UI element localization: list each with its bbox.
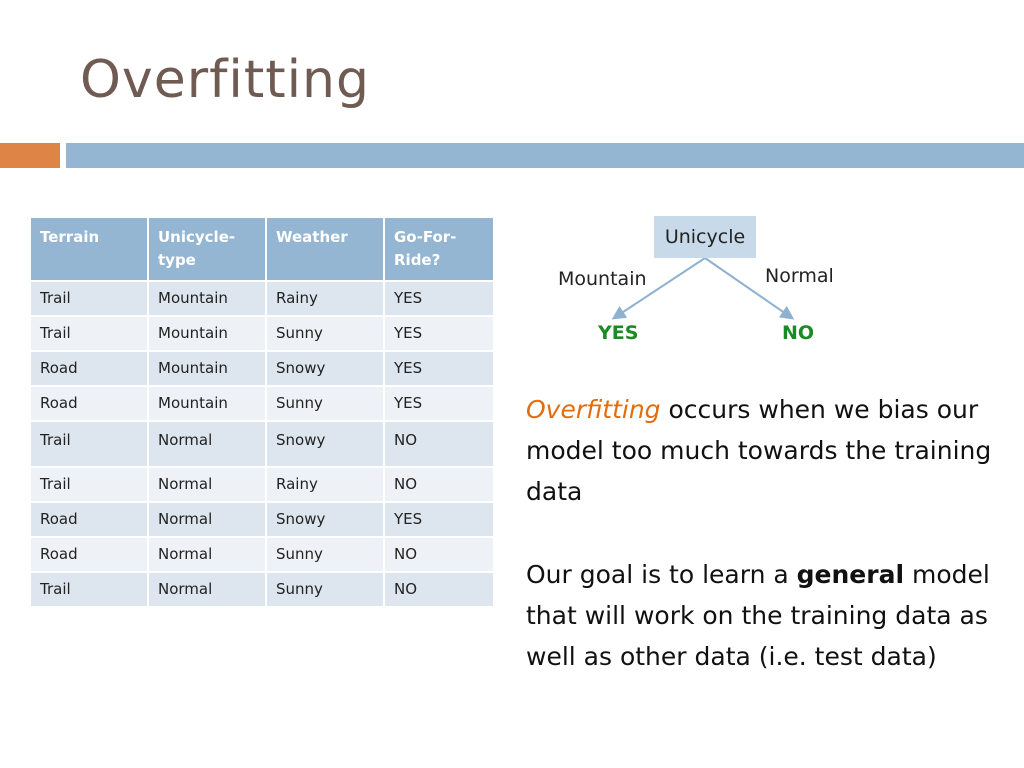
cell-unicycle-type: Mountain — [148, 316, 266, 351]
cell-terrain: Trail — [30, 421, 148, 467]
header-unicycle-type: Unicycle-type — [148, 217, 266, 281]
table-row — [30, 351, 494, 386]
cell-go-for-ride: NO — [384, 537, 494, 572]
cell-terrain: Road — [30, 502, 148, 537]
cell-unicycle-type: Mountain — [148, 386, 266, 421]
cell-weather: Rainy — [266, 467, 384, 502]
cell-terrain: Road — [30, 537, 148, 572]
definition-text: occurs when we bias our model too much towards the training data — [526, 395, 992, 506]
overfitting-definition — [526, 389, 1006, 512]
cell-unicycle-type: Mountain — [148, 281, 266, 316]
slide-title: Overfitting — [80, 50, 371, 110]
table-row — [30, 386, 494, 421]
goal-statement — [526, 554, 1006, 677]
cell-terrain: Trail — [30, 316, 148, 351]
cell-weather: Sunny — [266, 316, 384, 351]
cell-go-for-ride: YES — [384, 316, 494, 351]
cell-go-for-ride: YES — [384, 502, 494, 537]
cell-weather: Sunny — [266, 572, 384, 607]
table-row — [30, 467, 494, 502]
cell-unicycle-type: Normal — [148, 421, 266, 467]
tree-root-node: Unicycle — [654, 216, 756, 258]
table-row — [30, 572, 494, 607]
header-weather: Weather — [266, 217, 384, 281]
cell-weather: Snowy — [266, 351, 384, 386]
cell-go-for-ride: NO — [384, 467, 494, 502]
table-row — [30, 281, 494, 316]
table-row — [30, 537, 494, 572]
table-row — [30, 421, 494, 467]
tree-branch-label-left: Mountain — [558, 268, 647, 290]
cell-terrain: Road — [30, 351, 148, 386]
cell-terrain: Trail — [30, 281, 148, 316]
table-row — [30, 502, 494, 537]
header-go-for-ride: Go-For-Ride? — [384, 217, 494, 281]
training-data-table — [29, 216, 495, 608]
cell-weather: Sunny — [266, 537, 384, 572]
cell-terrain: Road — [30, 386, 148, 421]
decision-tree — [520, 210, 880, 360]
cell-weather: Snowy — [266, 502, 384, 537]
goal-text-start: Our goal is to learn a — [526, 560, 797, 589]
cell-go-for-ride: NO — [384, 421, 494, 467]
cell-go-for-ride: YES — [384, 281, 494, 316]
cell-weather: Rainy — [266, 281, 384, 316]
cell-weather: Snowy — [266, 421, 384, 467]
tree-leaf-left: YES — [598, 322, 639, 344]
general-term: general — [796, 560, 905, 589]
table-row — [30, 316, 494, 351]
cell-go-for-ride: YES — [384, 351, 494, 386]
cell-go-for-ride: YES — [384, 386, 494, 421]
cell-unicycle-type: Normal — [148, 572, 266, 607]
cell-terrain: Trail — [30, 572, 148, 607]
tree-leaf-right: NO — [782, 322, 815, 344]
cell-unicycle-type: Mountain — [148, 351, 266, 386]
cell-unicycle-type: Normal — [148, 537, 266, 572]
cell-unicycle-type: Normal — [148, 502, 266, 537]
cell-go-for-ride: NO — [384, 572, 494, 607]
goal-text-end: model that will work on the training data as well as other data (i.e. test data) — [526, 560, 990, 671]
cell-weather: Sunny — [266, 386, 384, 421]
overfitting-term: Overfitting — [526, 395, 661, 424]
header-terrain: Terrain — [30, 217, 148, 281]
table-header-row — [30, 217, 494, 281]
cell-terrain: Trail — [30, 467, 148, 502]
accent-bar-blue — [66, 143, 1024, 168]
cell-unicycle-type: Normal — [148, 467, 266, 502]
tree-branch-label-right: Normal — [765, 265, 834, 287]
accent-bar-orange — [0, 143, 60, 168]
